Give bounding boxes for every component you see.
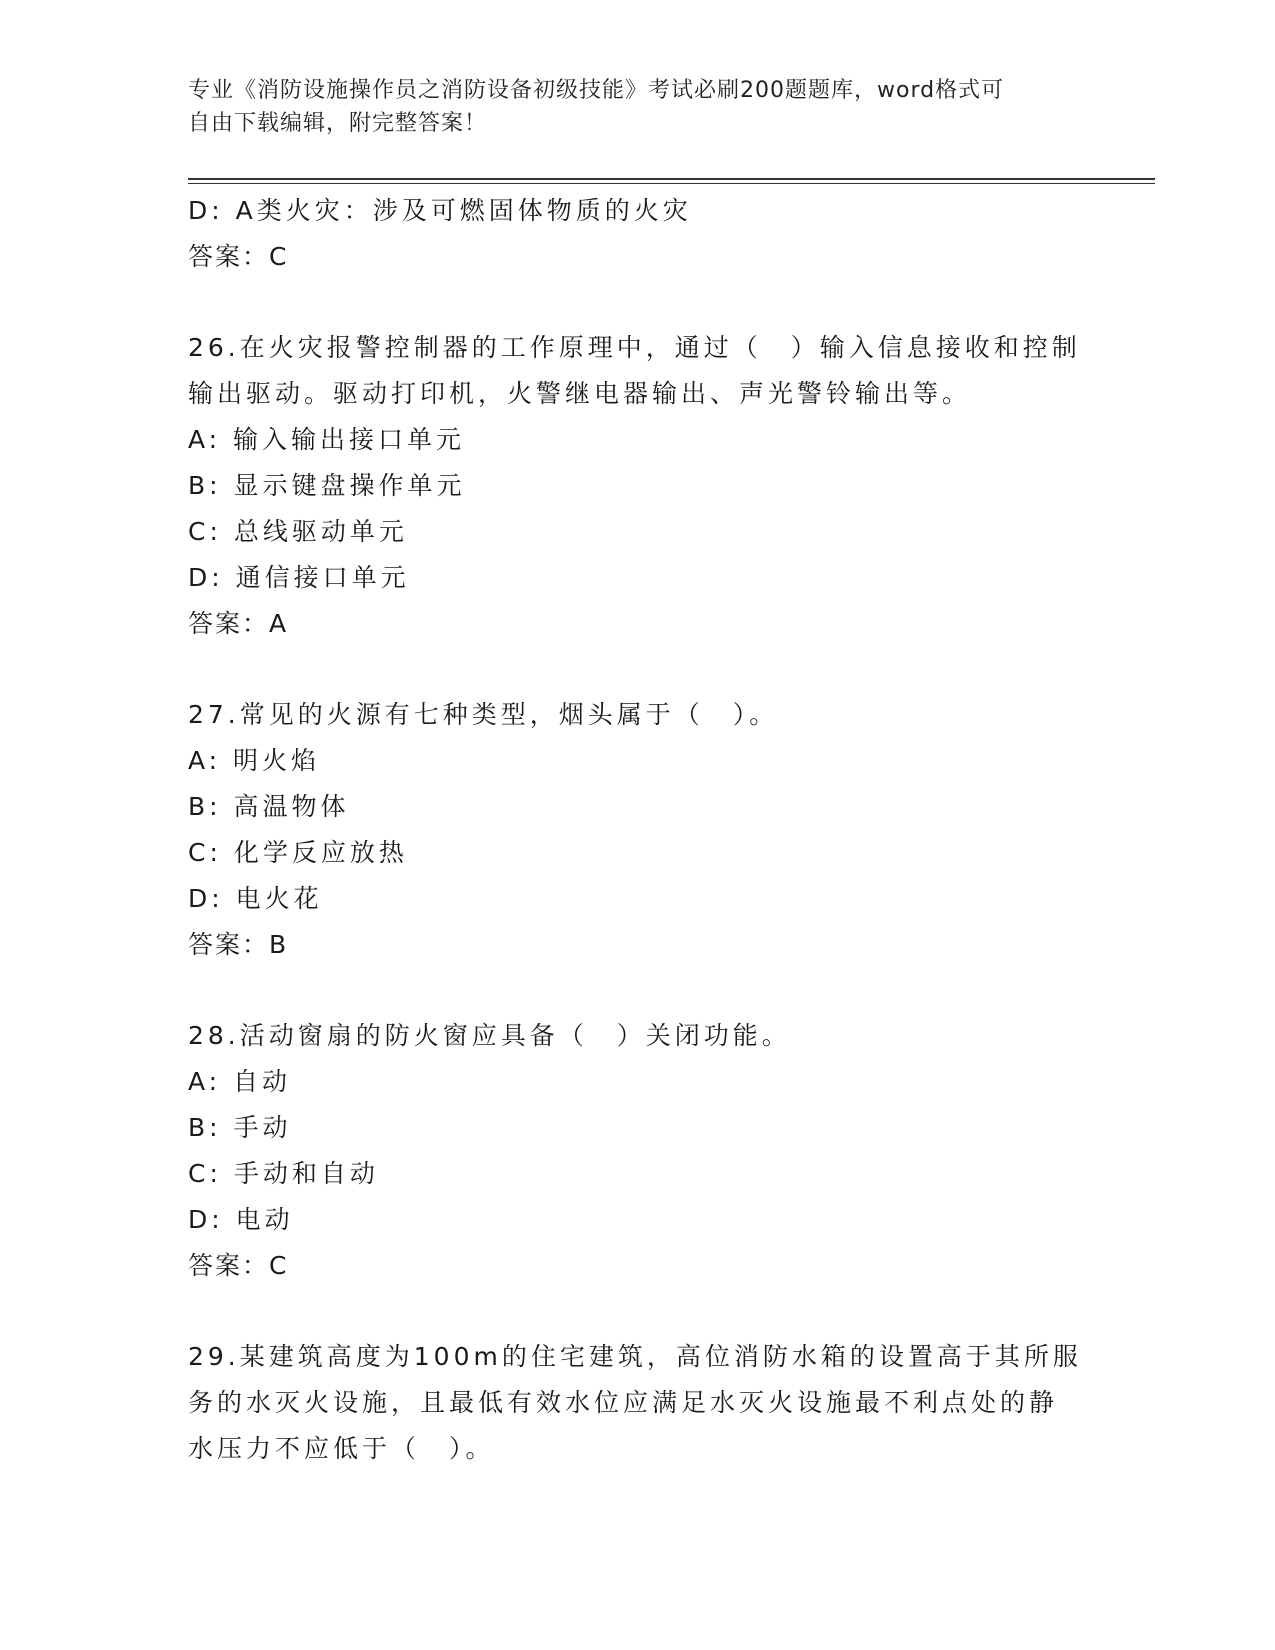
spacer [188, 280, 1088, 325]
spacer [188, 968, 1088, 1013]
answer: 答案：A [188, 609, 289, 638]
option-a: A: 输入输出接口单元 [188, 425, 466, 454]
header-divider-thick [188, 178, 1155, 180]
option-a: A: 明火焰 [188, 746, 321, 775]
question-text-line-1: 29.某建筑高度为100m的住宅建筑，高位消防水箱的设置高于其所服 [188, 1342, 1082, 1371]
question-25-tail [188, 188, 1088, 280]
option-c: C: 化学反应放热 [188, 838, 408, 867]
option-d: D: 通信接口单元 [188, 563, 410, 592]
option-d: D: 电火花 [188, 884, 323, 913]
question-text-line-2: 输出驱动。驱动打印机，火警继电器输出、声光警铃输出等。 [188, 379, 972, 408]
answer: 答案：C [188, 1251, 289, 1280]
option-b: B: 显示键盘操作单元 [188, 471, 466, 500]
header-line-1: 专业《消防设施操作员之消防设备初级技能》考试必刷200题题库，word格式可 [188, 78, 1005, 103]
answer: 答案：B [188, 930, 289, 959]
option-b: B: 高温物体 [188, 792, 350, 821]
document-header [188, 74, 1088, 140]
question-26 [188, 325, 1088, 647]
question-list [188, 188, 1088, 1472]
option-c: C: 总线驱动单元 [188, 517, 408, 546]
option-c: C: 手动和自动 [188, 1159, 379, 1188]
question-text-line-3: 水压力不应低于（ ）。 [188, 1434, 495, 1463]
question-text-line-1: 28.活动窗扇的防火窗应具备（ ）关闭功能。 [188, 1021, 791, 1050]
question-text-line-1: 27.常见的火源有七种类型，烟头属于（ ）。 [188, 700, 779, 729]
question-text-line-2: 务的水灭火设施，且最低有效水位应满足水灭火设施最不利点处的静 [188, 1388, 1059, 1417]
question-29 [188, 1334, 1088, 1472]
question-28 [188, 1013, 1088, 1289]
option-b: B: 手动 [188, 1113, 292, 1142]
question-27 [188, 692, 1088, 968]
question-text-line-1: 26.在火灾报警控制器的工作原理中，通过（ ）输入信息接收和控制 [188, 333, 1081, 362]
header-divider-thin [188, 183, 1155, 184]
spacer [188, 1289, 1088, 1334]
option-d: D: A类火灾：涉及可燃固体物质的火灾 [188, 196, 692, 225]
option-a: A: 自动 [188, 1067, 292, 1096]
answer: 答案：C [188, 242, 289, 271]
header-line-2: 自由下载编辑，附完整答案！ [188, 111, 488, 136]
option-d: D: 电动 [188, 1205, 294, 1234]
spacer [188, 647, 1088, 692]
